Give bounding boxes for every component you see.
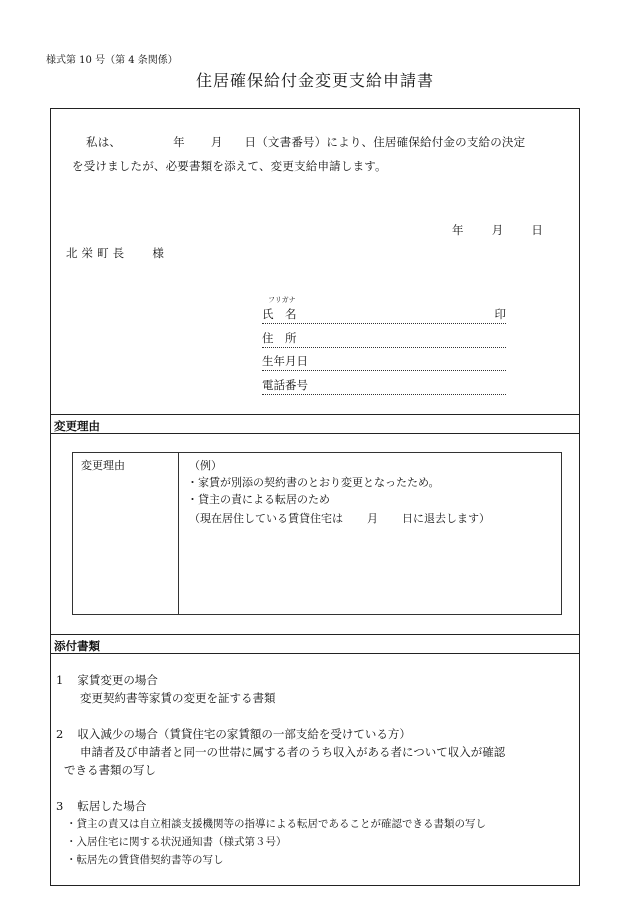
move-note-prefix: （現在居住している賃貸住宅は — [189, 512, 343, 525]
phone-field[interactable] — [262, 377, 506, 395]
reason-divider — [178, 453, 179, 614]
name-label: 氏 名 — [262, 307, 297, 321]
attachment-number: 1 — [56, 673, 64, 687]
attachment-heading: 家賃変更の場合 — [77, 673, 158, 687]
attachment-heading: 転居した場合 — [77, 799, 147, 813]
address-label: 住 所 — [262, 331, 297, 345]
phone-label: 電話番号 — [262, 378, 308, 392]
intro-month: 月 — [210, 135, 223, 149]
date-month: 月 — [491, 223, 504, 237]
intro-year: 年 — [173, 135, 185, 149]
attachment-line: ・転居先の賃貸借契約書等の写し — [66, 854, 224, 866]
intro-line-2: を受けましたが、必要書類を添えて、変更支給申請します。 — [72, 159, 387, 173]
attachment-heading: 収入減少の場合（賃貸住宅の家賃額の一部支給を受けている方） — [77, 727, 411, 741]
date-year: 年 — [452, 223, 464, 237]
addressee-honorific: 様 — [152, 246, 165, 260]
attachment-line: 変更契約書等家賃の変更を証する書類 — [80, 691, 276, 705]
reason-example-heading: （例） — [189, 459, 222, 472]
attachment-line: ・貸主の責又は自立相談支援機関等の指導による転居であることが確認できる書類の写し — [66, 818, 486, 830]
move-note-suffix: 日に退去します） — [402, 512, 490, 525]
birthdate-label: 生年月日 — [262, 354, 308, 368]
reason-example-line: ・家賃が別添の契約書のとおり変更となったため。 — [187, 476, 440, 489]
form-number: 様式第 10 号（第 4 条関係） — [46, 55, 178, 66]
page-title: 住居確保給付金変更支給申請書 — [195, 71, 434, 90]
furigana-label: フリガナ — [268, 296, 296, 304]
attachments-header: 添付書類 — [51, 634, 579, 654]
reason-cell-label: 変更理由 — [81, 459, 125, 472]
birthdate-field[interactable] — [262, 353, 506, 371]
attachment-number: 3 — [56, 799, 64, 813]
reason-move-note — [189, 510, 490, 526]
attachment-number: 2 — [56, 727, 64, 741]
change-reason-box — [72, 452, 562, 615]
intro-day-tail: 日（文書番号）により、住居確保給付金の支給の決定 — [244, 135, 526, 149]
addressee-name: 北 栄 町 長 — [66, 246, 125, 260]
reason-example-line: ・貸主の責による転居のため — [187, 493, 330, 506]
addressee — [66, 245, 164, 261]
application-date — [452, 222, 543, 238]
attachment-line: できる書類の写し — [64, 763, 156, 777]
date-day: 日 — [531, 223, 544, 237]
attachment-item-2-heading — [56, 726, 411, 742]
seal-mark: 印 — [494, 307, 506, 321]
move-note-month: 月 — [367, 512, 378, 525]
address-field[interactable] — [262, 330, 506, 348]
attachment-item-3-heading — [56, 798, 146, 814]
attachment-line: 申請者及び申請者と同一の世帯に属する者のうち収入がある者について収入が確認 — [80, 745, 506, 759]
intro-prefix: 私は、 — [86, 135, 122, 149]
attachment-item-1-heading — [56, 672, 158, 688]
intro-line-1 — [86, 134, 525, 150]
name-field[interactable] — [262, 306, 506, 324]
attachment-line: ・入居住宅に関する状況通知書（様式第３号） — [66, 836, 287, 848]
change-reason-header: 変更理由 — [51, 414, 579, 434]
